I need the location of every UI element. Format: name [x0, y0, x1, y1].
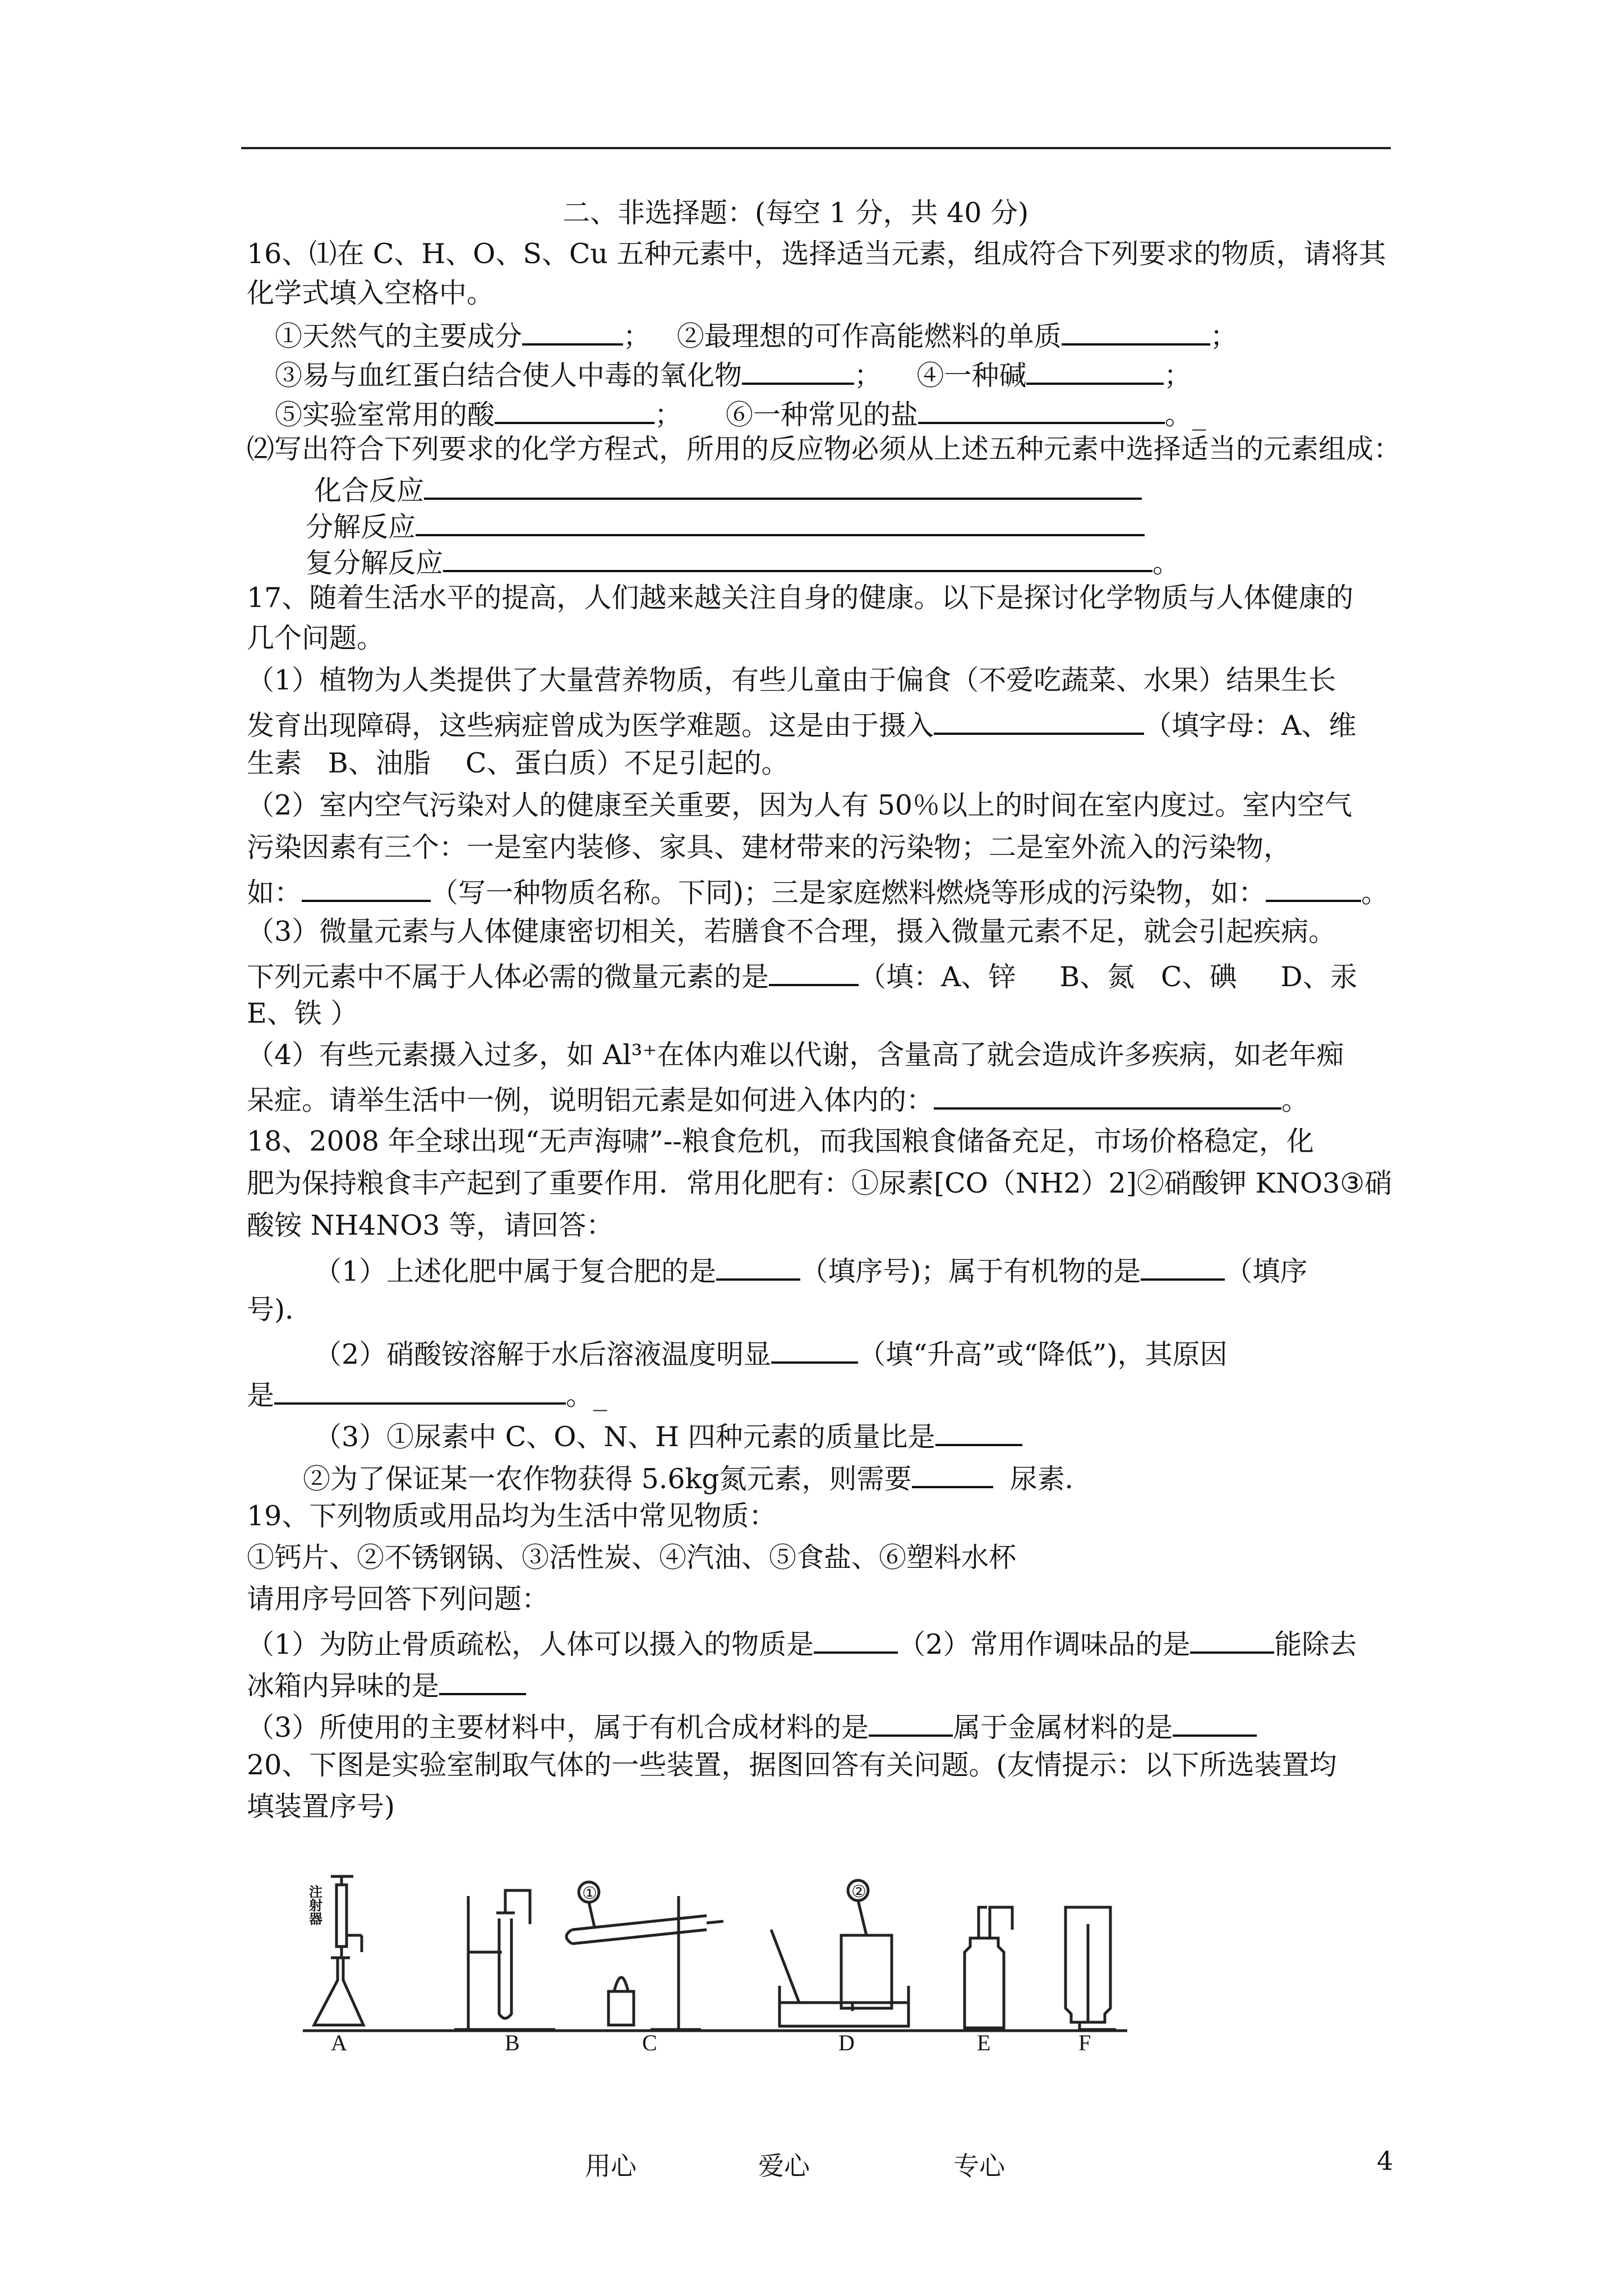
q17-line-9: （3）微量元素与人体健康密切相关，若膳食不合理，摄入微量元素不足，就会引起疾病。: [247, 915, 1336, 947]
section-title: 二、非选择题：(每空 1 分，共 40 分): [562, 197, 1029, 229]
apparatus-b-test-tube-stand: [454, 1890, 555, 2030]
q20-line-1: 20、下图是实验室制取气体的一些装置，据图回答有关问题。(友情提示：以下所选装置均: [247, 1749, 1337, 1781]
page-number: 4: [1377, 2146, 1394, 2176]
q16-eq-double-displacement: 复分解反应 。: [306, 545, 1180, 577]
q17-line-1: 17、随着生活水平的提高，人们越来越关注自身的健康。以下是探讨化学物质与人体健康的: [247, 582, 1354, 614]
q17-line-13: 呆症。请举生活中一例，说明铝元素是如何进入体内的： 。: [247, 1083, 1309, 1114]
q19-line-4: （1）为防止骨质疏松，人体可以摄入的物质是 （2）常用作调味品的是 能除去: [247, 1627, 1357, 1658]
q20-line-2: 填装置序号): [247, 1791, 395, 1823]
q19-line-6: （3）所使用的主要材料中，属于有机合成材料的是 属于金属材料的是: [247, 1710, 1257, 1741]
label-c: C: [642, 2030, 657, 2053]
q17-line-8: 如： （写一种物质名称。下同)；三是家庭燃料燃烧等形成的污染物，如： 。: [247, 875, 1389, 907]
q17-line-5: 生素 B、油脂 C、蛋白质）不足引起的。: [247, 747, 789, 779]
apparatus-c-heated-tube: [566, 1882, 723, 2030]
marker-1: ①: [582, 1884, 597, 1903]
q17-line-11: E、铁 ）: [247, 997, 358, 1029]
q19-line-5: 冰箱内异味的是: [247, 1668, 526, 1700]
q17-line-10: 下列元素中不属于人体必需的微量元素的是 （填：A、锌 B、氮 C、碘 D、汞: [247, 959, 1358, 991]
syringe-label: 注射器: [306, 1885, 322, 1925]
q16-line-3: ⑤实验室常用的酸 ； ⑥一种常见的盐 。_: [275, 397, 1206, 429]
marker-2: ②: [851, 1883, 866, 1901]
q18-line-3: 酸铵 NH4NO3 等，请回答：: [247, 1209, 614, 1241]
apparatus-e-gas-bottle: [965, 1907, 1012, 2028]
q19-line-1: 19、下列物质或用品均为生活中常见物质：: [247, 1500, 777, 1532]
apparatus-d-water-trough: [771, 1880, 909, 2026]
q16-part2: ⑵写出符合下列要求的化学方程式，所用的反应物必须从上述五种元素中选择适当的元素组成：: [247, 433, 1401, 465]
q18-line-4: （1）上述化肥中属于复合肥的是 （填序号)；属于有机物的是 （填序: [314, 1254, 1307, 1285]
q18-line-6: （2）硝酸铵溶解于水后溶液温度明显 （填“升高”或“降低”)，其原因: [314, 1337, 1228, 1368]
q18-line-5: 号)．: [247, 1294, 313, 1326]
q18-line-7: 是 。_: [247, 1378, 607, 1409]
q16-intro-2: 化学式填入空格中。: [247, 277, 495, 309]
q17-line-12: （4）有些元素摄入过多，如 Al³⁺在体内难以代谢，含量高了就会造成许多疾病，如老年痴: [247, 1039, 1344, 1071]
label-a: A: [331, 2030, 347, 2053]
label-b: B: [505, 2030, 520, 2053]
label-e: E: [977, 2030, 991, 2053]
q16-line-1: ①天然气的主要成分 ； ②最理想的可作高能燃料的单质 ；: [275, 319, 1238, 350]
lab-apparatus-figure: [292, 1874, 1166, 2053]
apparatus-f-inverted-bottle: [1066, 1907, 1116, 2030]
q17-line-2: 几个问题。: [247, 622, 385, 654]
footer-motto-2: 爱心: [758, 2151, 810, 2181]
q18-line-8: （3）①尿素中 C、O、N、H 四种元素的质量比是: [314, 1419, 1022, 1451]
q17-line-4: 发育出现障碍，这些病症曾成为医学难题。这是由于摄入 （填字母：A、维: [247, 708, 1356, 739]
footer-motto-3: 专心: [953, 2151, 1005, 2181]
q17-line-7: 污染因素有三个：一是室内装修、家具、建材带来的污染物；二是室外流入的污染物，: [247, 831, 1292, 863]
q19-line-2: ①钙片、②不锈钢锅、③活性炭、④汽油、⑤食盐、⑥塑料水杯: [247, 1542, 1017, 1573]
footer-motto-1: 用心: [585, 2151, 637, 2181]
q17-line-3: （1）植物为人类提供了大量营养物质，有些儿童由于偏食（不爱吃蔬菜、水果）结果生长: [247, 664, 1336, 696]
q16-eq-decomposition: 分解反应: [306, 509, 1145, 541]
header-rule: [241, 147, 1391, 149]
label-f: F: [1078, 2030, 1091, 2053]
q18-line-2: 肥为保持粮食丰产起到了重要作用．常用化肥有：①尿素[CO（NH2）2]②硝酸钾 KNO3③硝: [247, 1167, 1393, 1199]
q17-line-6: （2）室内空气污染对人的健康至关重要，因为人有 50％以上的时间在室内度过。室内空气: [247, 789, 1353, 821]
q16-eq-combination: 化合反应: [314, 473, 1142, 504]
q18-line-9: ②为了保证某一农作物获得 5.6kg氮元素，则需要 尿素．: [303, 1461, 1092, 1493]
q18-line-1: 18、2008 年全球出现“无声海啸”--粮食危机，而我国粮食储备充足，市场价格稳定，化: [247, 1125, 1314, 1157]
q16-intro-1: 16、⑴在 C、H、O、S、Cu 五种元素中，选择适当元素，组成符合下列要求的物质，请将其: [247, 238, 1386, 270]
q19-line-3: 请用序号回答下列问题：: [247, 1583, 550, 1615]
label-d: D: [838, 2030, 855, 2053]
q16-line-2: ③易与血红蛋白结合使人中毒的氧化物 ； ④一种碱 ；: [275, 358, 1191, 389]
